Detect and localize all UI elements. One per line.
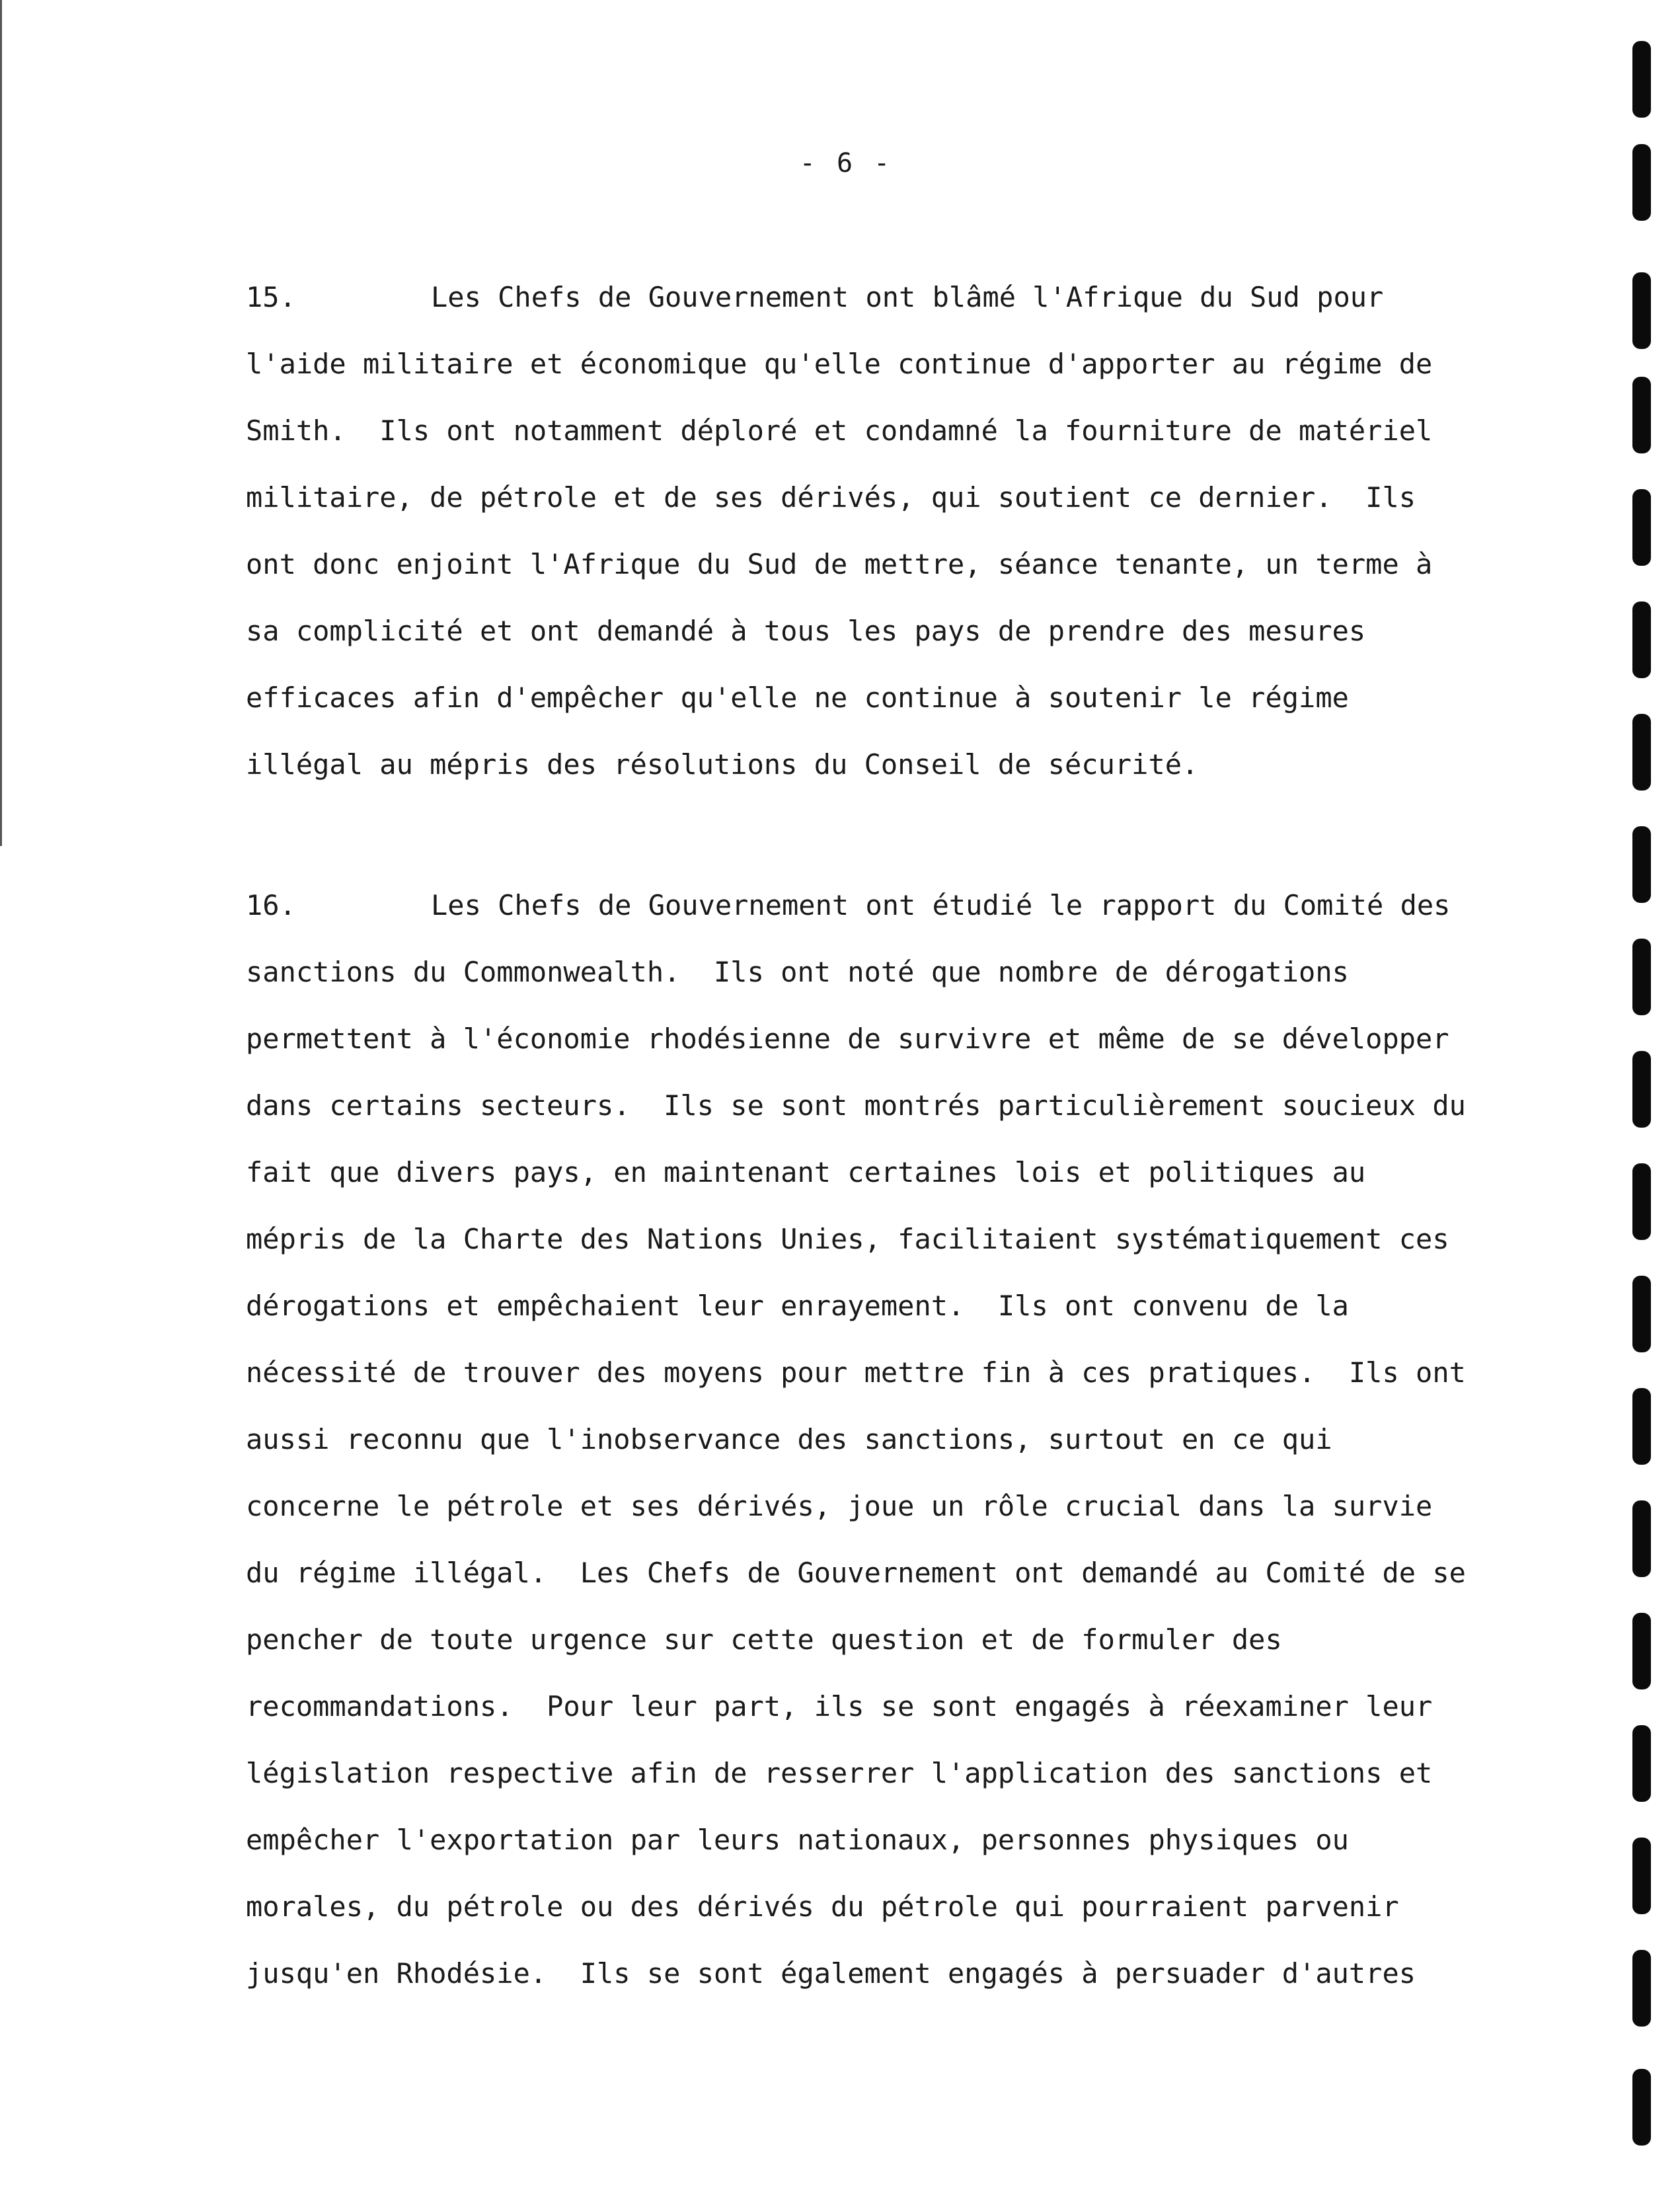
paragraph-line: l'aide militaire et économique qu'elle continue d'apporter au régime de [246,348,1433,380]
paragraph-line: militaire, de pétrole et de ses dérivés, qui soutient ce dernier. Ils [246,481,1416,514]
binding-mark [1632,2069,1651,2146]
binding-mark [1632,377,1651,453]
binding-mark [1632,1725,1651,1802]
paragraph-line: jusqu'en Rhodésie. Ils se sont également engagés à persuader d'autres [246,1957,1416,1990]
paragraph-line: dérogations et empêchaient leur enrayement. Ils ont convenu de la [246,1290,1349,1322]
binding-mark [1632,272,1651,349]
binding-mark [1632,1051,1651,1128]
paragraph-first-line [246,886,1488,952]
paragraph-number: 16. [246,889,296,921]
binding-mark [1632,1838,1651,1914]
paragraph-line: Les Chefs de Gouvernement ont blâmé l'Afrique du Sud pour [431,281,1384,313]
binding-mark [1632,41,1651,118]
paragraph-line: recommandations. Pour leur part, ils se sont engagés à réexaminer leur [246,1690,1433,1723]
binding-mark [1632,144,1651,221]
paragraph-line: nécessité de trouver des moyens pour mettre fin à ces pratiques. Ils ont [246,1356,1466,1389]
paragraph-line: pencher de toute urgence sur cette question et de formuler des [246,1623,1282,1656]
binding-mark [1632,1276,1651,1352]
paragraph-line: efficaces afin d'empêcher qu'elle ne continue à soutenir le régime [246,681,1349,714]
paragraph-line: ont donc enjoint l'Afrique du Sud de mettre, séance tenante, un terme à [246,548,1433,580]
paragraph-line: sanctions du Commonwealth. Ils ont noté que nombre de dérogations [246,956,1349,988]
paragraph-line: aussi reconnu que l'inobservance des sanctions, surtout en ce qui [246,1423,1332,1455]
paragraph-line: morales, du pétrole ou des dérivés du pétrole qui pourraient parvenir [246,1890,1399,1923]
paragraph-line: illégal au mépris des résolutions du Conseil de sécurité. [246,748,1199,781]
binding-mark [1632,714,1651,791]
paragraph-line: dans certains secteurs. Ils se sont montrés particulièrement soucieux du [246,1089,1466,1122]
binding-mark [1632,1388,1651,1465]
paragraph-line: concerne le pétrole et ses dérivés, joue un rôle crucial dans la survie [246,1490,1433,1522]
page-number: - 6 - [799,148,893,178]
binding-mark [1632,1950,1651,2027]
paragraph-line: Smith. Ils ont notamment déploré et condamné la fourniture de matériel [246,414,1433,447]
paragraph-15 [246,278,1488,812]
binding-mark [1632,1163,1651,1240]
binding-mark [1632,826,1651,903]
binding-marks [1627,0,1680,2209]
binding-mark [1632,1613,1651,1689]
scan-left-edge [0,0,2,846]
binding-mark [1632,601,1651,678]
binding-mark [1632,489,1651,566]
paragraph-line: Les Chefs de Gouvernement ont étudié le rapport du Comité des [431,889,1451,921]
paragraph-16 [246,886,1488,2021]
paragraph-line: du régime illégal. Les Chefs de Gouvernement ont demandé au Comité de se [246,1557,1466,1589]
paragraph-line: empêcher l'exportation par leurs nationaux, personnes physiques ou [246,1824,1349,1856]
paragraph-line: permettent à l'économie rhodésienne de survivre et même de se développer [246,1023,1449,1055]
binding-mark [1632,939,1651,1015]
paragraph-line: fait que divers pays, en maintenant certaines lois et politiques au [246,1156,1366,1188]
paragraph-first-line [246,278,1488,344]
binding-mark [1632,1500,1651,1577]
paragraph-line: mépris de la Charte des Nations Unies, facilitaient systématiquement ces [246,1223,1449,1255]
paragraph-number: 15. [246,281,296,313]
paragraph-line: législation respective afin de resserrer l'application des sanctions et [246,1757,1433,1789]
paragraph-line: sa complicité et ont demandé à tous les pays de prendre des mesures [246,615,1366,647]
